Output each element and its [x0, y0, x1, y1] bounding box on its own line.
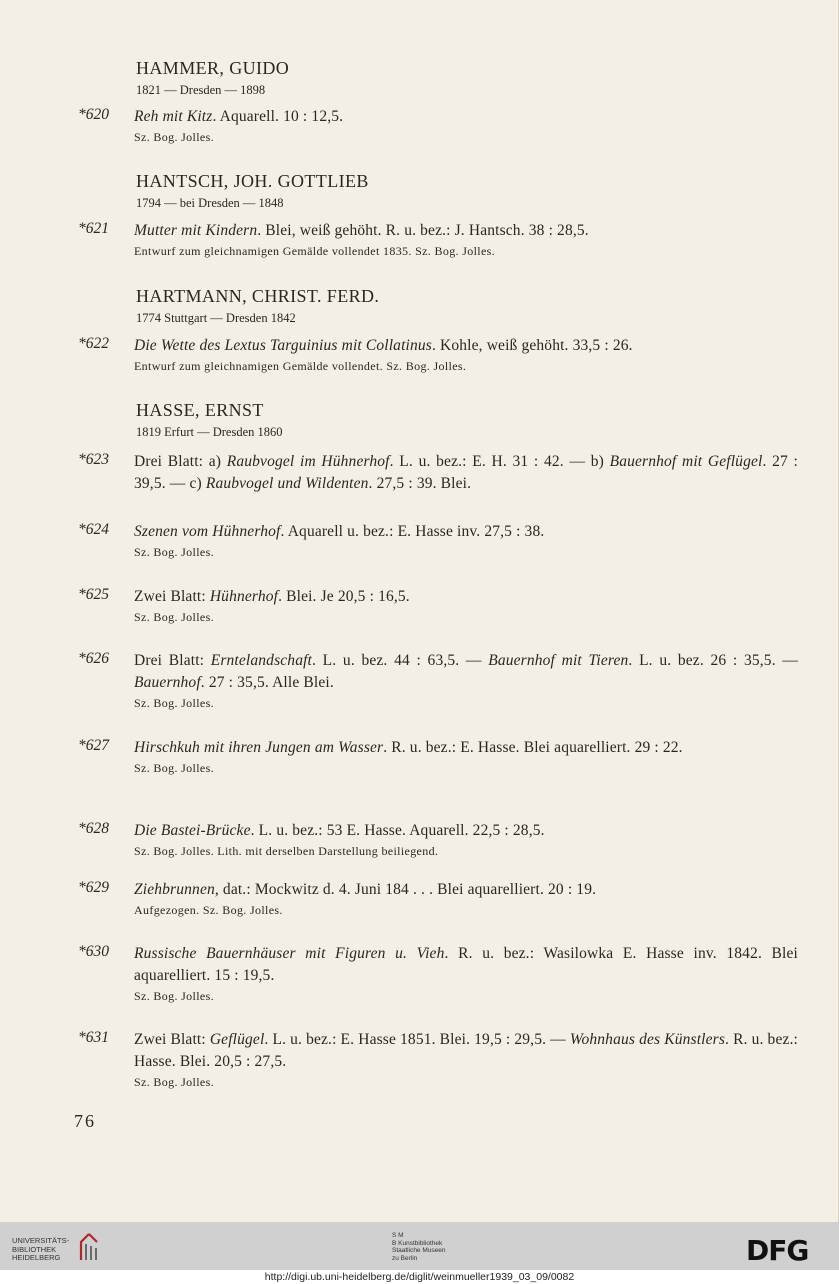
- entry-description: [134, 943, 798, 987]
- artwork-title: Reh mit Kitz: [134, 108, 213, 125]
- catalog-entry: [78, 586, 798, 626]
- artwork-title: Bauernhof: [134, 674, 201, 691]
- entry-text: . 27 : 39,5. — c): [134, 453, 798, 492]
- entry-text: . R. u. bez.: Hasse. Blei. 20,5 : 27,5.: [134, 1031, 798, 1070]
- artist-name: HANTSCH, JOH. GOTTLIEB: [136, 171, 369, 191]
- footer-bar: [0, 1222, 839, 1270]
- catalog-entry: [78, 220, 798, 260]
- entry-number: *628: [78, 820, 109, 837]
- entry-description: [134, 650, 798, 694]
- catalog-entry: [78, 335, 798, 375]
- entry-text: . L. u. bez. 26 : 35,5. —: [628, 652, 798, 669]
- artwork-title: Mutter mit Kindern: [134, 222, 258, 239]
- catalog-entry: [78, 650, 798, 712]
- artwork-title: Ziehbrunnen: [134, 881, 215, 898]
- entry-text: . 27 : 35,5. Alle Blei.: [200, 674, 334, 691]
- artist-name: HARTMANN, CHRIST. FERD.: [136, 286, 380, 306]
- artist-name: HAMMER, GUIDO: [136, 58, 290, 78]
- entry-text: Drei Blatt: a): [134, 453, 227, 470]
- entry-description: [134, 1029, 798, 1073]
- catalog-entry: [78, 1029, 798, 1091]
- artwork-title: Die Wette des Lextus Targuinius mit Collatinus: [134, 337, 432, 354]
- artist-heading: [136, 286, 379, 326]
- entry-description: [134, 586, 798, 608]
- entry-provenance-note: Aufgezogen. Sz. Bog. Jolles.: [134, 903, 283, 917]
- entry-text: . R. u. bez.: Wasilowka E. Hasse inv. 1842. Blei aquarelliert. 15 : 19,5.: [134, 945, 798, 984]
- artwork-title: Wohnhaus des Künstlers: [569, 1031, 726, 1048]
- entry-provenance-note: Sz. Bog. Jolles.: [134, 761, 214, 775]
- artwork-title: Russische Bauernhäuser mit Figuren u. Vieh: [134, 945, 445, 962]
- entry-provenance-note: Sz. Bog. Jolles.: [134, 610, 214, 624]
- page-number: 76: [74, 1111, 96, 1131]
- entry-text: Zwei Blatt:: [134, 588, 210, 605]
- artwork-title: Hühnerhof: [209, 588, 279, 605]
- artist-name: HASSE, ERNST: [136, 400, 264, 420]
- entry-text: Zwei Blatt:: [134, 1031, 210, 1048]
- artwork-title: Erntelandschaft: [210, 652, 313, 669]
- entry-provenance-note: Sz. Bog. Jolles.: [134, 545, 214, 559]
- entry-number: *626: [78, 650, 109, 667]
- entry-text: . L. u. bez.: E. H. 31 : 42. — b): [389, 453, 610, 470]
- artwork-title: Geflügel: [209, 1031, 265, 1048]
- entry-text: Drei Blatt:: [134, 652, 211, 669]
- entry-number: *623: [78, 451, 109, 468]
- entry-text: . Blei, weiß gehöht. R. u. bez.: J. Hantsch. 38 : 28,5.: [257, 222, 589, 239]
- entry-description: [134, 335, 798, 357]
- artist-dates: 1821 — Dresden — 1898: [136, 83, 266, 97]
- entry-text: . 27,5 : 39. Blei.: [368, 475, 472, 492]
- entry-text: . Aquarell. 10 : 12,5.: [212, 108, 344, 125]
- artist-dates: 1819 Erfurt — Dresden 1860: [136, 425, 283, 439]
- entry-description: [134, 220, 798, 242]
- catalog-entry: [78, 106, 798, 146]
- entry-number: *621: [78, 220, 109, 237]
- artist-heading: [136, 400, 283, 440]
- entry-description: [134, 879, 798, 901]
- entry-provenance-note: Sz. Bog. Jolles. Lith. mit derselben Darstellung beiliegend.: [134, 844, 439, 858]
- university-library-label: UNIVERSITÄTS- BIBLIOTHEK HEIDELBERG: [12, 1236, 70, 1262]
- catalog-entry: [78, 943, 798, 1005]
- artwork-title: Hirschkuh mit ihren Jungen am Wasser: [134, 739, 384, 756]
- entry-text: . Blei. Je 20,5 : 16,5.: [278, 588, 410, 605]
- kunstbibliothek-stamp: S M B Kunstbibliothek Staatliche Museen zu Berlin: [392, 1232, 446, 1262]
- dfg-logo: DFG: [746, 1234, 809, 1267]
- catalog-entry: [78, 820, 798, 860]
- entry-number: *622: [78, 335, 109, 352]
- entry-text: . L. u. bez.: 53 E. Hasse. Aquarell. 22,5 : 28,5.: [250, 822, 545, 839]
- entry-provenance-note: Sz. Bog. Jolles.: [134, 989, 214, 1003]
- artwork-title: Raubvogel und Wildenten: [205, 475, 369, 492]
- entry-provenance-note: Sz. Bog. Jolles.: [134, 130, 214, 144]
- catalog-entry: [78, 451, 798, 495]
- artist-dates: 1774 Stuttgart — Dresden 1842: [136, 311, 296, 325]
- artwork-title: Die Bastei-Brücke: [134, 822, 251, 839]
- entry-provenance-note: Entwurf zum gleichnamigen Gemälde vollendet 1835. Sz. Bog. Jolles.: [134, 244, 496, 258]
- entry-number: *630: [78, 943, 109, 960]
- entry-number: *629: [78, 879, 109, 896]
- entry-provenance-note: Entwurf zum gleichnamigen Gemälde vollendet. Sz. Bog. Jolles.: [134, 359, 467, 373]
- entry-description: [134, 521, 798, 543]
- entry-text: . Kohle, weiß gehöht. 33,5 : 26.: [431, 337, 633, 354]
- university-logo-icon: [75, 1232, 101, 1262]
- catalog-entry: [78, 879, 798, 919]
- artwork-title: Bauernhof mit Tieren: [488, 652, 629, 669]
- entry-number: *631: [78, 1029, 109, 1046]
- artwork-title: Szenen vom Hühnerhof: [134, 523, 281, 540]
- entry-provenance-note: Sz. Bog. Jolles.: [134, 696, 214, 710]
- catalog-entry: [78, 521, 798, 561]
- entry-description: [134, 820, 798, 842]
- source-url-link[interactable]: http://digi.ub.uni-heidelberg.de/diglit/weinmueller1939_03_09/0082: [0, 1270, 839, 1284]
- entry-description: [134, 451, 798, 495]
- artwork-title: Raubvogel im Hühnerhof: [226, 453, 390, 470]
- entry-number: *620: [78, 106, 109, 123]
- entry-number: *625: [78, 586, 109, 603]
- entry-number: *627: [78, 737, 109, 754]
- artist-heading: [136, 58, 289, 98]
- artwork-title: Bauernhof mit Geflügel: [609, 453, 763, 470]
- entry-text: . L. u. bez.: E. Hasse 1851. Blei. 19,5 : 29,5. —: [264, 1031, 570, 1048]
- entry-number: *624: [78, 521, 109, 538]
- entry-description: [134, 737, 798, 759]
- entry-description: [134, 106, 798, 128]
- entry-text: . Aquarell u. bez.: E. Hasse inv. 27,5 : 38.: [280, 523, 545, 540]
- entry-text: . L. u. bez. 44 : 63,5. —: [312, 652, 489, 669]
- artist-heading: [136, 171, 369, 211]
- entry-text: , dat.: Mockwitz d. 4. Juni 184 . . . Blei aquarelliert. 20 : 19.: [214, 881, 597, 898]
- catalog-entry: [78, 737, 798, 777]
- artist-dates: 1794 — bei Dresden — 1848: [136, 196, 284, 210]
- entry-text: . R. u. bez.: E. Hasse. Blei aquarelliert. 29 : 22.: [383, 739, 683, 756]
- entry-provenance-note: Sz. Bog. Jolles.: [134, 1075, 214, 1089]
